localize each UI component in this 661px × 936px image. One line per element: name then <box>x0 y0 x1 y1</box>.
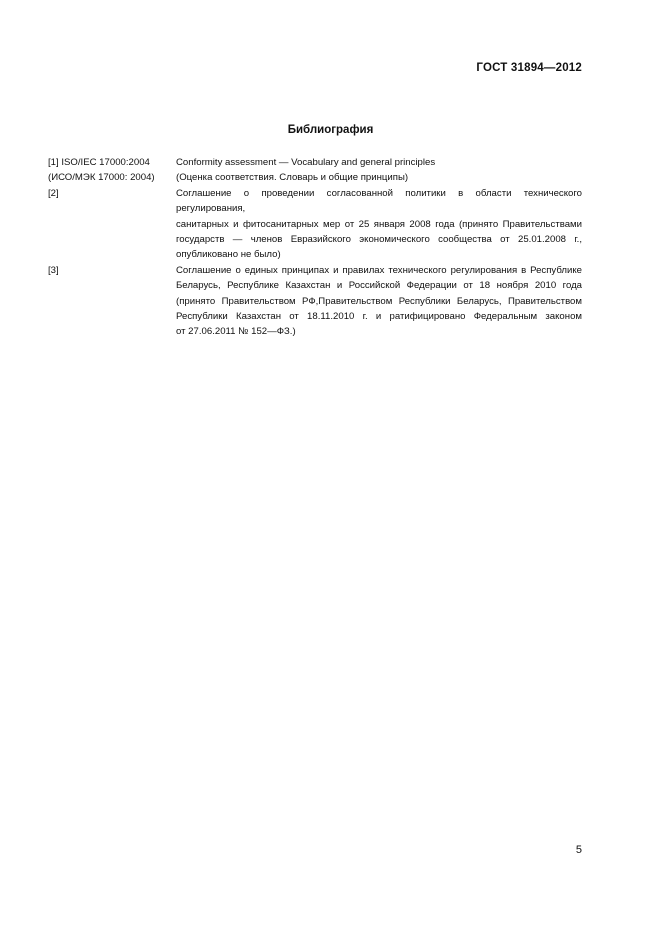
bibliography-ref <box>48 263 176 340</box>
bibliography-text <box>176 263 582 340</box>
bibliography-list <box>48 155 582 340</box>
ref-line: (ИСО/МЭК 17000: 2004) <box>48 172 155 184</box>
text-line: санитарных и фитосанитарных мер от 25 января 2008 года (принято Правительствами <box>176 218 582 230</box>
document-code: ГОСТ 31894—2012 <box>476 62 582 74</box>
bibliography-ref <box>48 186 176 263</box>
text-line: Беларусь, Республике Казахстан и Российской Федерации от 18 ноября 2010 года <box>176 280 582 292</box>
ref-line: [3] <box>48 264 59 276</box>
text-line: Соглашение о единых принципах и правилах технического регулирования в Республике <box>176 264 582 276</box>
bibliography-entry-3 <box>48 263 582 340</box>
text-line: Соглашение о проведении согласованной политики в области технического регулирования, <box>176 187 582 215</box>
bibliography-entry-1 <box>48 155 582 186</box>
bibliography-text <box>176 186 582 263</box>
text-line: опубликовано не было) <box>176 249 281 261</box>
section-title: Библиография <box>287 124 374 136</box>
text-line: государств — членов Евразийского экономического сообщества от 25.01.2008 г., <box>176 234 582 246</box>
text-line: Республики Казахстан от 18.11.2010 г. и ратифицировано Федеральным законом <box>176 311 582 323</box>
text-line: Conformity assessment — Vocabulary and general principles <box>176 157 436 168</box>
ref-line: [1] ISO/IEC 17000:2004 <box>48 157 150 168</box>
text-line: (принято Правительством РФ,Правительством Республики Беларусь, Правительством <box>176 295 582 307</box>
text-line: от 27.06.2011 № 152—ФЗ.) <box>176 326 296 338</box>
text-line: (Оценка соответствия. Словарь и общие принципы) <box>176 172 409 184</box>
bibliography-text <box>176 155 582 186</box>
bibliography-entry-2 <box>48 186 582 263</box>
ref-line: [2] <box>48 187 59 199</box>
bibliography-ref <box>48 155 176 186</box>
page-number: 5 <box>575 844 582 856</box>
